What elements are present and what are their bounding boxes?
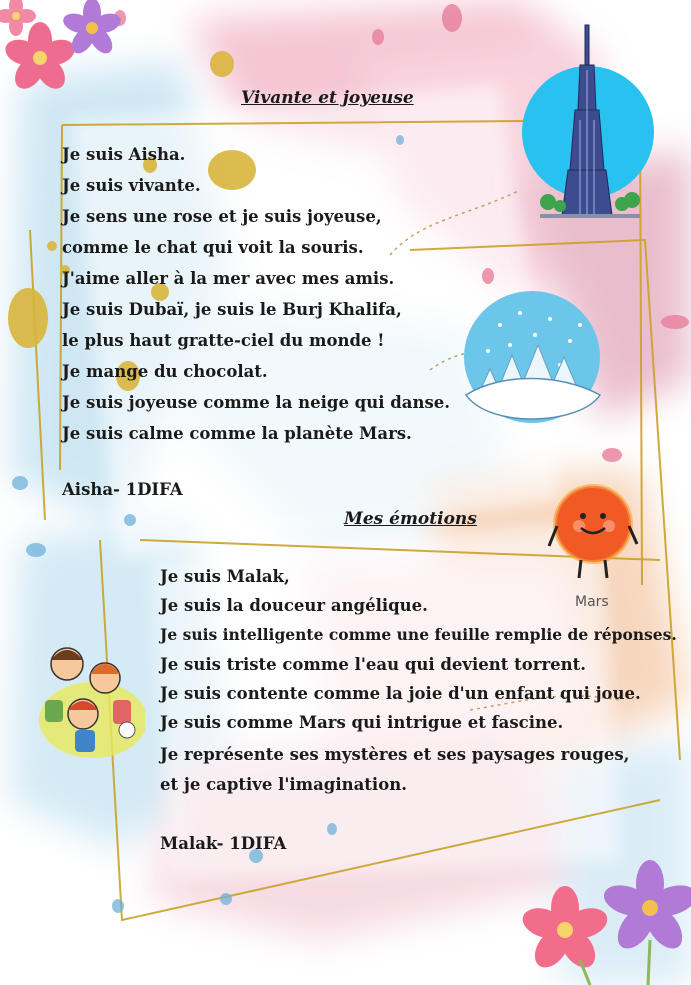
poem1-line: J'aime aller à la mer avec mes amis. [62, 269, 395, 288]
flower-icon [0, 0, 130, 110]
flower-icon [520, 850, 691, 985]
poem2-line: Je suis comme Mars qui intrigue et fascine. [160, 713, 564, 732]
poem2-line: Je suis intelligente comme une feuille remplie de réponses. [160, 625, 677, 644]
poem1-line: comme le chat qui voit la souris. [62, 238, 364, 257]
poem1-line: Je suis Aisha. [62, 145, 186, 164]
poem1-signature: Aisha- 1DIFA [62, 480, 183, 499]
poem2-line: Je suis la douceur angélique. [160, 596, 428, 615]
poem2-line: Je suis triste comme l'eau qui devient torrent. [160, 655, 587, 674]
children-playing-icon [35, 630, 145, 760]
poem2-title: Mes émotions [344, 509, 477, 529]
poem1-title: Vivante et joyeuse [241, 88, 414, 108]
poem1-line: Je sens une rose et je suis joyeuse, [62, 207, 382, 226]
poem1-line: Je suis vivante. [62, 176, 201, 195]
poem1-line: le plus haut gratte-ciel du monde ! [62, 331, 385, 350]
poem2-line: Je représente ses mystères et ses paysages rouges, [160, 745, 630, 764]
poem1-line: Je suis Dubaï, je suis le Burj Khalifa, [62, 300, 402, 319]
poem1-line: Je suis calme comme la planète Mars. [62, 424, 412, 443]
burj-khalifa-icon [520, 20, 660, 225]
poem2-line: et je captive l'imagination. [160, 775, 407, 794]
poem1-line: Je suis joyeuse comme la neige qui danse. [62, 393, 450, 412]
poem1-line: Je mange du chocolat. [62, 362, 268, 381]
mars-planet-icon [545, 482, 640, 587]
mars-label: Mars [575, 594, 609, 610]
poem2-line: Je suis Malak, [160, 567, 290, 586]
snow-globe-icon [460, 285, 605, 435]
poem2-line: Je suis contente comme la joie d'un enfant qui joue. [160, 684, 641, 703]
poem2-signature: Malak- 1DIFA [160, 834, 287, 853]
